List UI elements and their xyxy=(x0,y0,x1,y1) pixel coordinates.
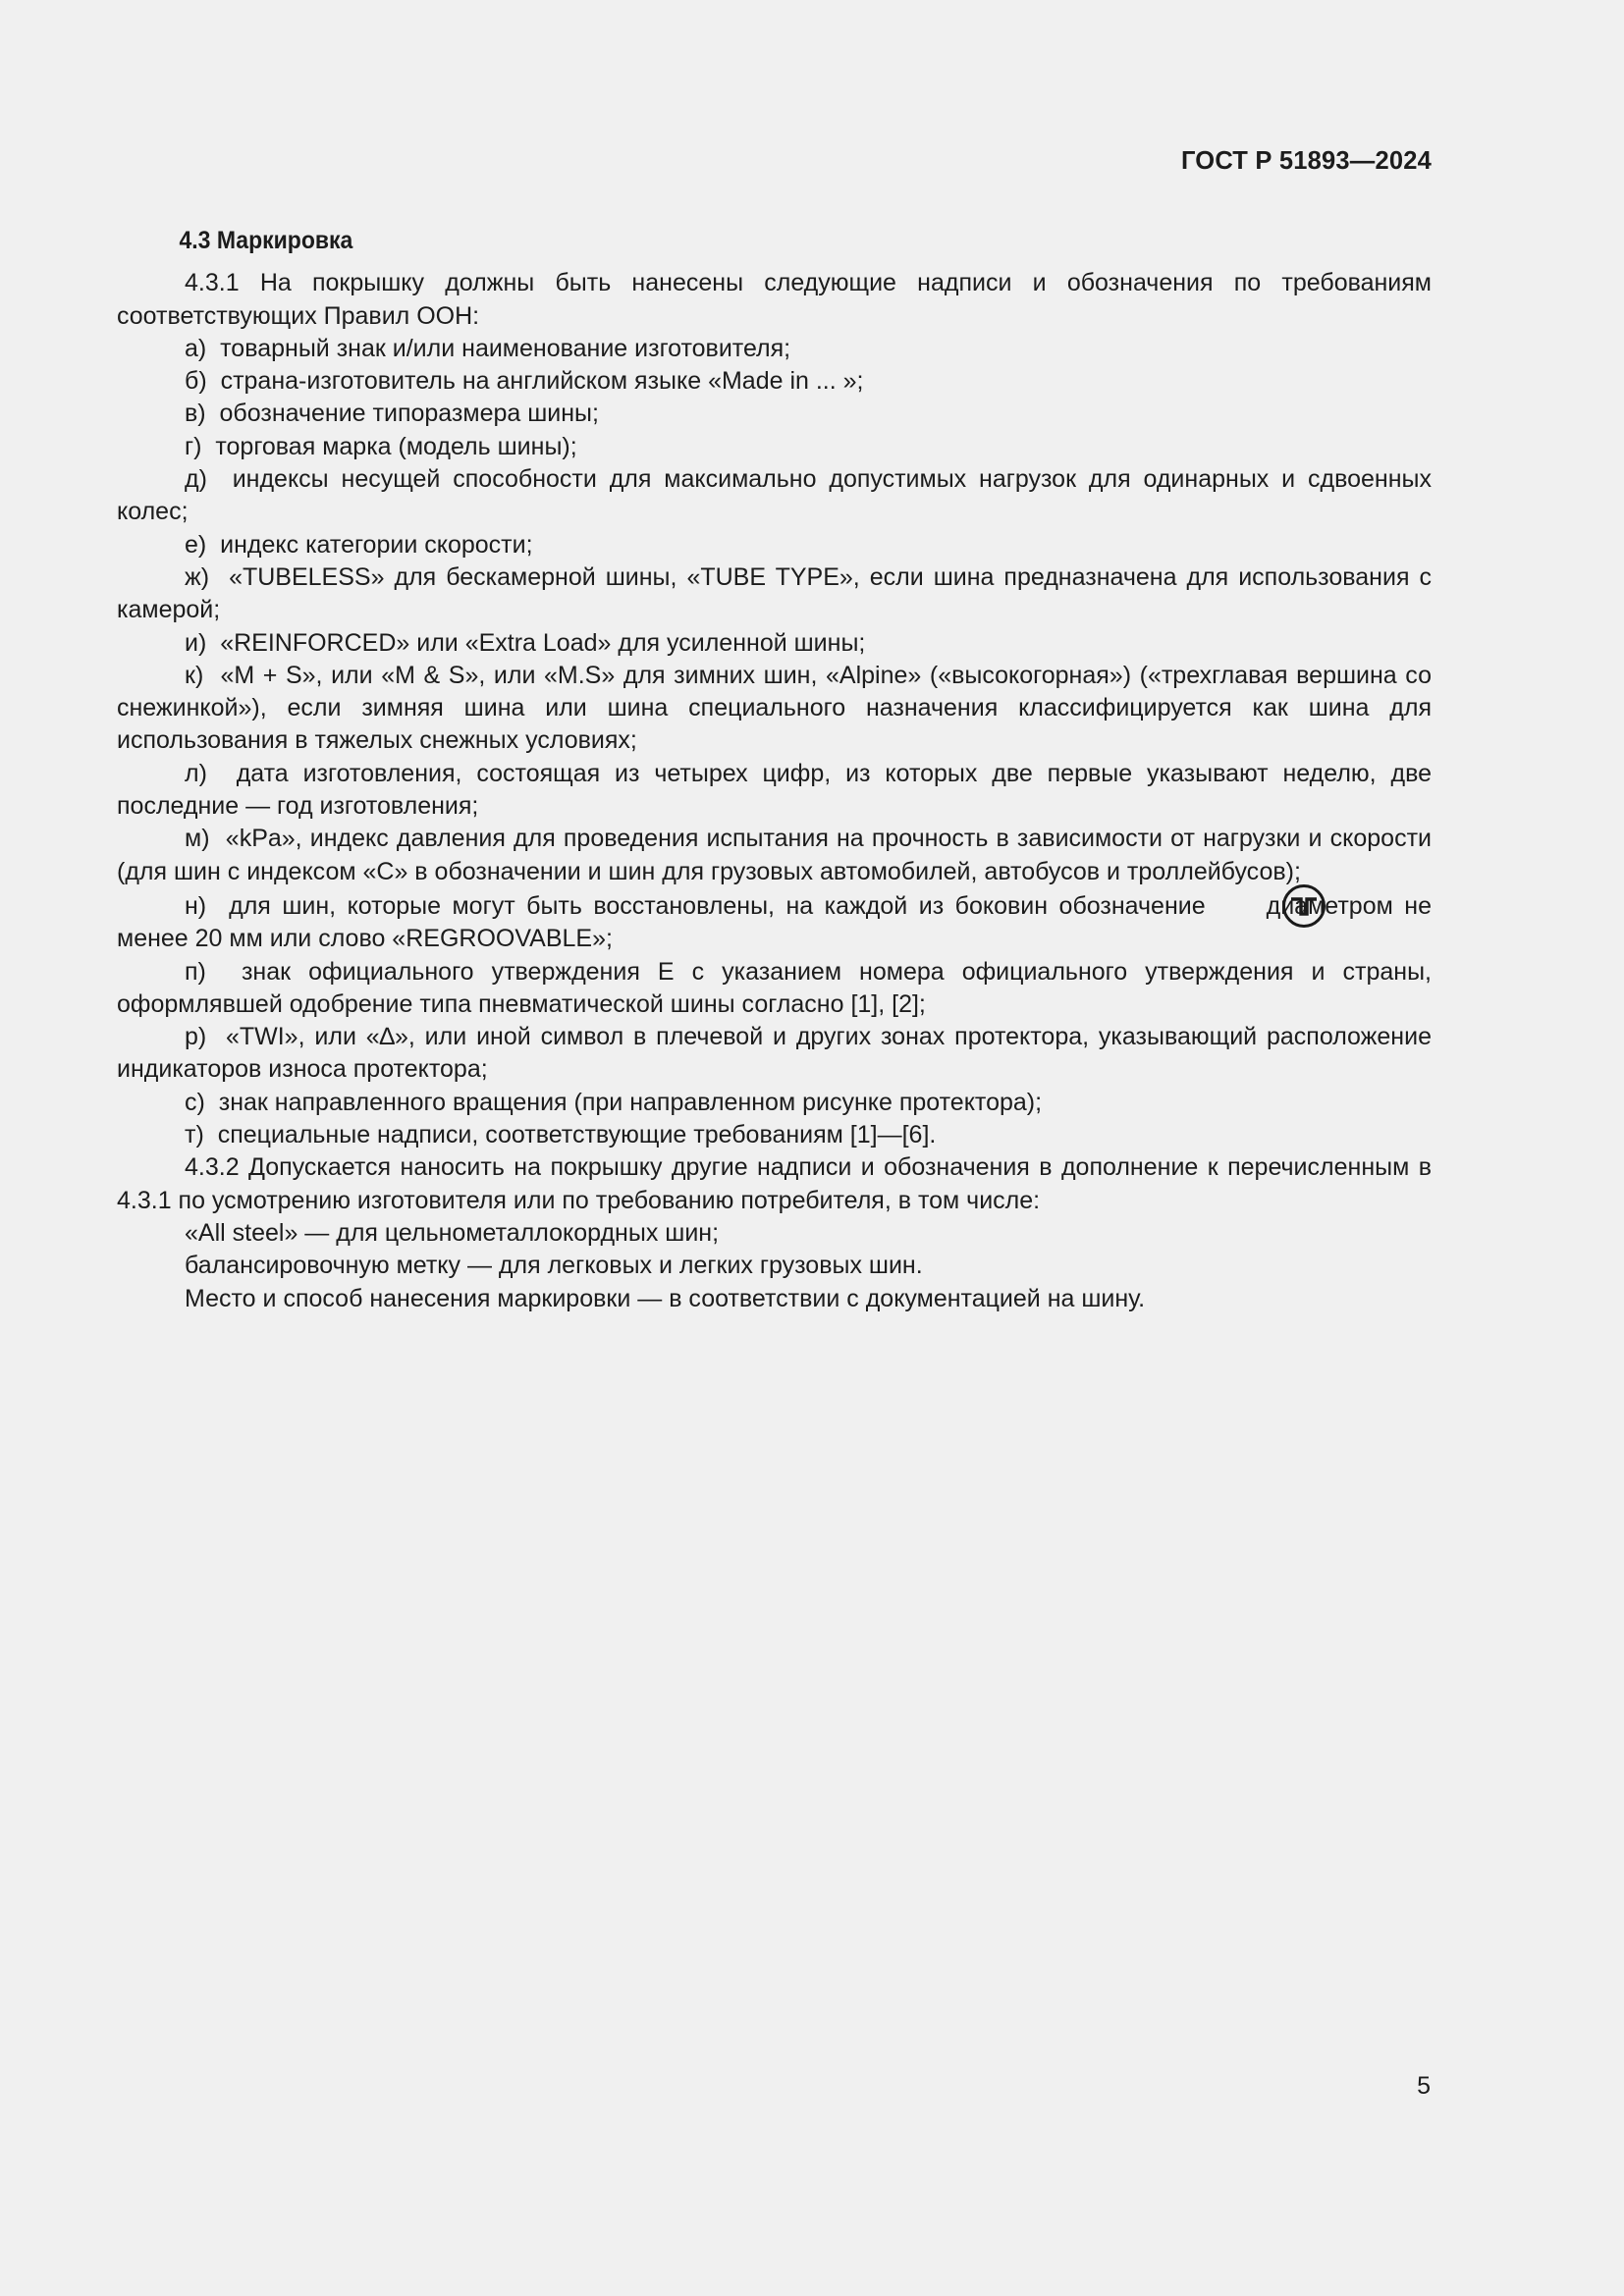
list-marker: д) xyxy=(185,465,207,494)
list-marker: и) xyxy=(185,628,207,657)
regroovable-symbol-icon xyxy=(1214,883,1259,929)
list-marker: т) xyxy=(185,1121,204,1149)
list-text: специальные надписи, соответствующие требованиям [1]—[6]. xyxy=(217,1121,937,1149)
list-item-i xyxy=(117,627,1432,660)
list-text: страна-изготовитель на английском языке «Made in ... »; xyxy=(220,367,864,396)
list-marker: н) xyxy=(185,891,207,920)
list-text: «kPa», индекс давления для проведения испытания на прочность в зависимости от нагрузки и скорости (для шин с индексом «С» в обозначении и шин для грузовых автомобилей, автобусов и троллейбусов); xyxy=(117,825,1432,885)
list-marker: в) xyxy=(185,400,206,428)
list-text: товарный знак и/или наименование изготовителя; xyxy=(220,334,791,362)
list-item-n xyxy=(117,890,1432,956)
list-marker: б) xyxy=(185,367,207,396)
marking-placement-note: Место и способ нанесения маркировки — в соответствии с документацией на шину. xyxy=(185,1284,1146,1312)
section-title: 4.3 Маркировка xyxy=(179,227,353,254)
list-text: «REINFORCED» или «Extra Load» для усиленной шины; xyxy=(220,628,866,657)
page-number: 5 xyxy=(1417,2072,1431,2100)
list-marker: г) xyxy=(185,432,202,460)
list-text: знак направленного вращения (при направленном рисунке протектора); xyxy=(218,1088,1043,1116)
list-marker: п) xyxy=(185,957,206,986)
list-text: «TUBELESS» для бескамерной шины, «TUBE TYPE», если шина предназначена для использования с камерой; xyxy=(117,562,1432,624)
list-text-before-symbol: для шин, которые могут быть восстановлены, на каждой из боковин обозначение xyxy=(229,891,1206,920)
list-text: знак официального утверждения E с указанием номера официального утверждения и страны, оформлявшей одобрение типа пневматической шины согласно [1], [2]; xyxy=(117,957,1432,1018)
section-marking xyxy=(117,225,1432,1315)
list-text: индексы несущей способности для максимально допустимых нагрузок для одинарных и сдвоенных колес; xyxy=(117,465,1432,526)
list-item-l xyxy=(117,758,1432,824)
list-marker: а) xyxy=(185,334,207,362)
list-item-v xyxy=(117,398,1432,430)
list-item-zh xyxy=(117,561,1432,627)
list-marker: е) xyxy=(185,530,207,559)
list-item-e xyxy=(117,529,1432,561)
list-item-b xyxy=(117,365,1432,398)
list-text: обозначение типоразмера шины; xyxy=(219,400,599,428)
list-text: индекс категории скорости; xyxy=(220,530,533,559)
list-item-a xyxy=(117,333,1432,365)
additional-marking-balance: балансировочную метку — для легковых и легких грузовых шин. xyxy=(185,1252,923,1280)
list-marker: м) xyxy=(185,825,210,853)
additional-marking-all-steel: «All steel» — для цельнометаллокордных шин; xyxy=(185,1218,720,1247)
list-item-s xyxy=(117,1087,1432,1119)
list-marker: к) xyxy=(185,661,204,689)
list-text-after-symbol: диаметром не менее 20 мм или слово «REGROOVABLE»; xyxy=(117,891,1432,953)
list-text: «M + S», или «M & S», или «M.S» для зимних шин, «Alpine» («высокогорная») («трехглавая вершина со снежинкой»), если зимняя шина или шина специального назначения классифицируется как шина для использования в тяжелых снежных условиях; xyxy=(117,661,1432,755)
clause-4-3-2-intro: 4.3.2 Допускается наносить на покрышку другие надписи и обозначения в дополнение к перечисленным в 4.3.1 по усмотрению изготовителя или по требованию потребителя, в том числе: xyxy=(117,1153,1432,1214)
list-item-k xyxy=(117,660,1432,758)
document-id-header: ГОСТ Р 51893—2024 xyxy=(1180,147,1432,175)
list-item-g xyxy=(117,431,1432,463)
list-marker: с) xyxy=(185,1088,205,1116)
list-marker: р) xyxy=(185,1023,207,1051)
list-item-d xyxy=(117,463,1432,529)
list-item-m xyxy=(117,823,1432,888)
list-item-r xyxy=(117,1021,1432,1087)
clause-4-3-1-intro: 4.3.1 На покрышку должны быть нанесены следующие надписи и обозначения по требованиям соответствующих Правил ООН: xyxy=(117,269,1432,330)
list-marker: л) xyxy=(185,759,207,787)
list-text: дата изготовления, состоящая из четырех цифр, из которых две первые указывают неделю, две последние — год изготовления; xyxy=(117,759,1432,821)
list-item-t xyxy=(117,1119,1432,1151)
list-marker: ж) xyxy=(185,562,210,591)
list-text: торговая марка (модель шины); xyxy=(215,432,577,460)
list-item-p xyxy=(117,956,1432,1022)
list-text: «TWI», или «∆», или иной символ в плечевой и других зонах протектора, указывающий расположение индикаторов износа протектора; xyxy=(117,1023,1432,1084)
